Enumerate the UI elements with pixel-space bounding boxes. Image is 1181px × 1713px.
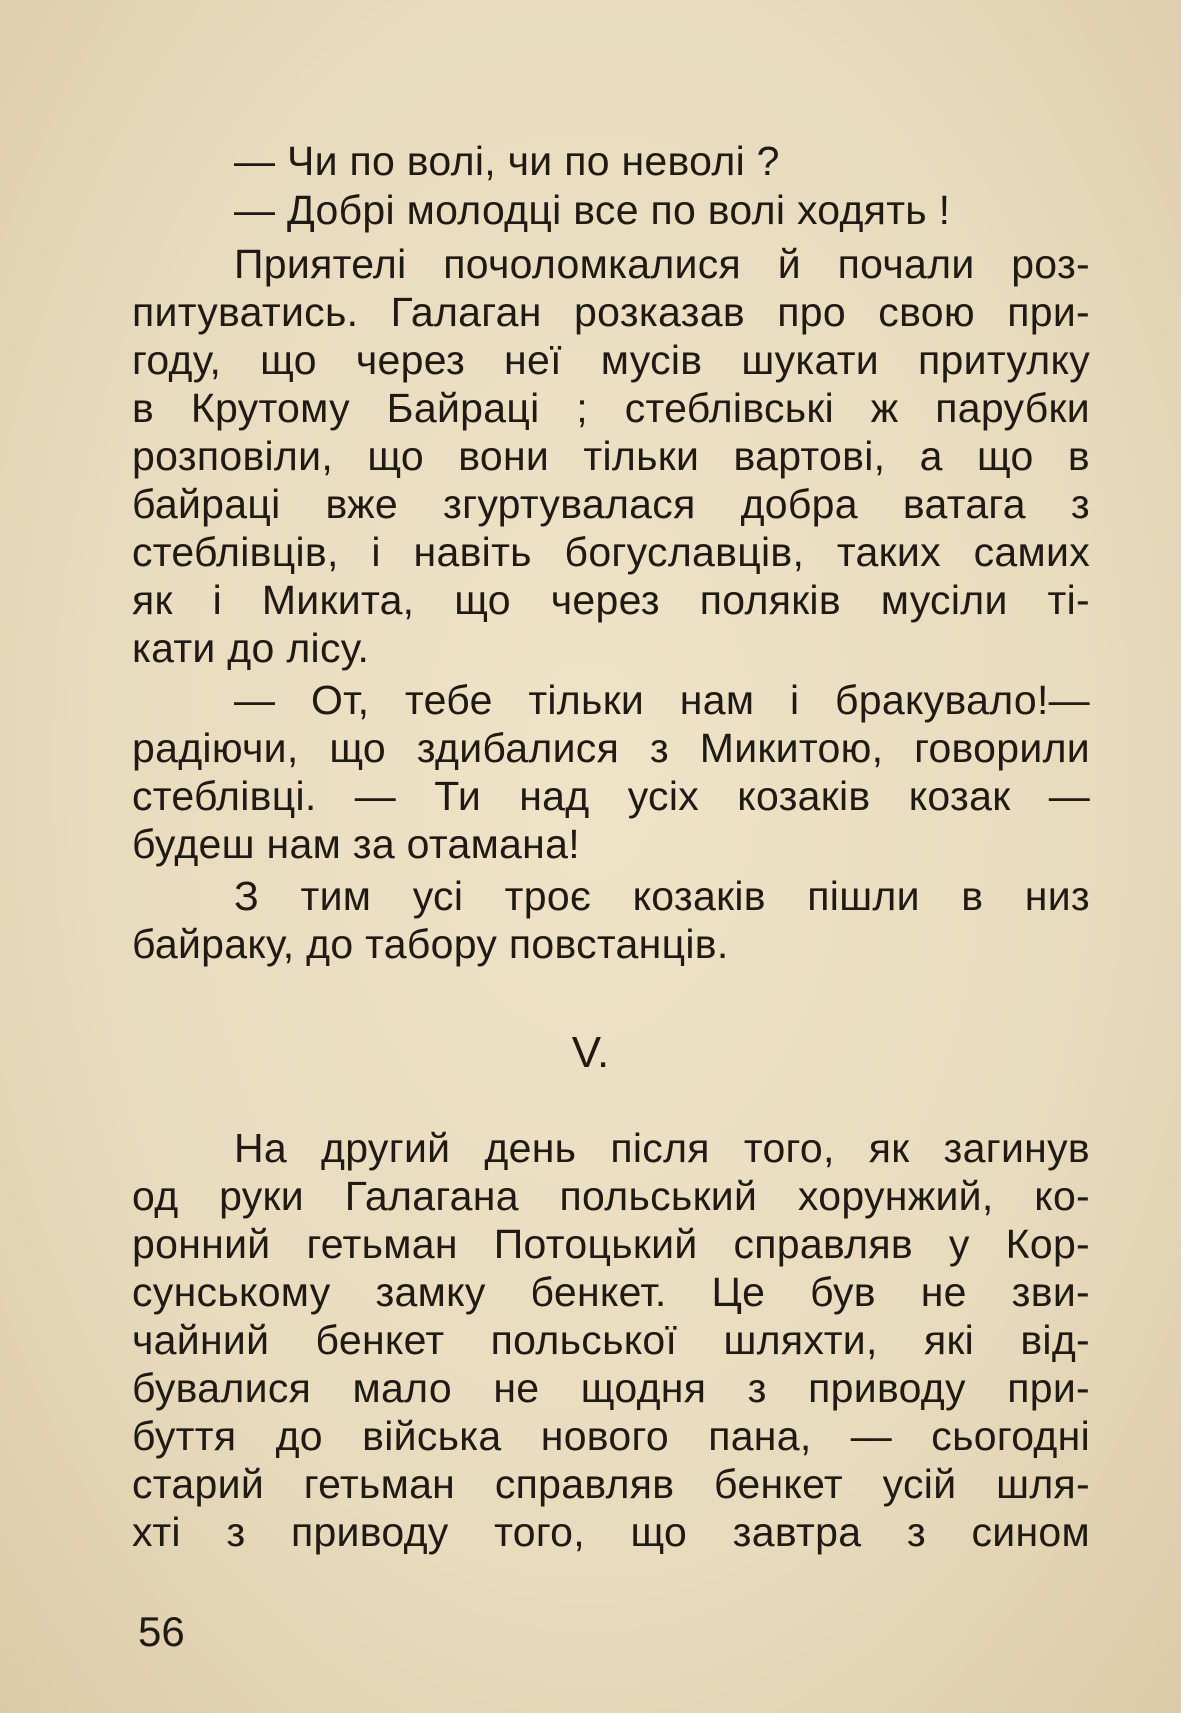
text-line: году, що через неї мусів шукати притулку <box>132 337 1090 383</box>
text-line: будеш нам за отамана! <box>132 821 580 867</box>
text-line: байраці вже згуртувалася добра ватага з <box>132 481 1090 527</box>
text-line: питуватись. Галаган розказав про свою при- <box>132 289 1090 335</box>
dialogue-line: — Добрі молодці все по волі ходять ! <box>234 187 951 233</box>
text-line: як і Микита, що через поляків мусіли ті- <box>132 577 1090 623</box>
dialogue-line: — Чи по волі, чи по неволі ? <box>234 138 780 184</box>
text-line: хті з приводу того, що завтра з сином <box>132 1509 1090 1555</box>
text-line: радіючи, що здибалися з Микитою, говорили <box>132 725 1090 771</box>
dialogue-line: — От, тебе тільки нам і бракувало!— <box>234 677 1090 723</box>
text-line: стеблівці. — Ти над усіх козаків козак — <box>132 773 1090 819</box>
text-line: чайний бенкет польської шляхти, які від- <box>132 1317 1090 1363</box>
chapter-heading: V. <box>571 1028 610 1077</box>
text-line: ронний гетьман Потоцький справляв у Кор- <box>132 1221 1090 1267</box>
text-line: розповіли, що вони тільки вартові, а що в <box>132 433 1090 479</box>
text-line: од руки Галагана польський хорунжий, ко- <box>132 1173 1090 1219</box>
text-line: буття до війська нового пана, — сьогодні <box>132 1413 1090 1459</box>
text-line: старий гетьман справляв бенкет усій шля- <box>132 1461 1090 1507</box>
text-line: бувалися мало не щодня з приводу при- <box>132 1365 1090 1411</box>
text-line: Приятелі почоломкалися й почали роз- <box>234 241 1090 287</box>
text-line: На другий день після того, як загинув <box>234 1125 1090 1171</box>
text-line: сунському замку бенкет. Це був не зви- <box>132 1269 1090 1315</box>
text-line: байраку, до табору повстанців. <box>132 921 729 967</box>
text-line: в Крутому Байраці ; стеблівські ж парубки <box>132 385 1090 431</box>
text-line: стеблівців, і навіть богуславців, таких самих <box>132 529 1090 575</box>
text-line: кати до лісу. <box>132 625 370 671</box>
text-line: З тим усі троє козаків пішли в низ <box>234 873 1090 919</box>
page-number: 56 <box>138 1608 185 1655</box>
